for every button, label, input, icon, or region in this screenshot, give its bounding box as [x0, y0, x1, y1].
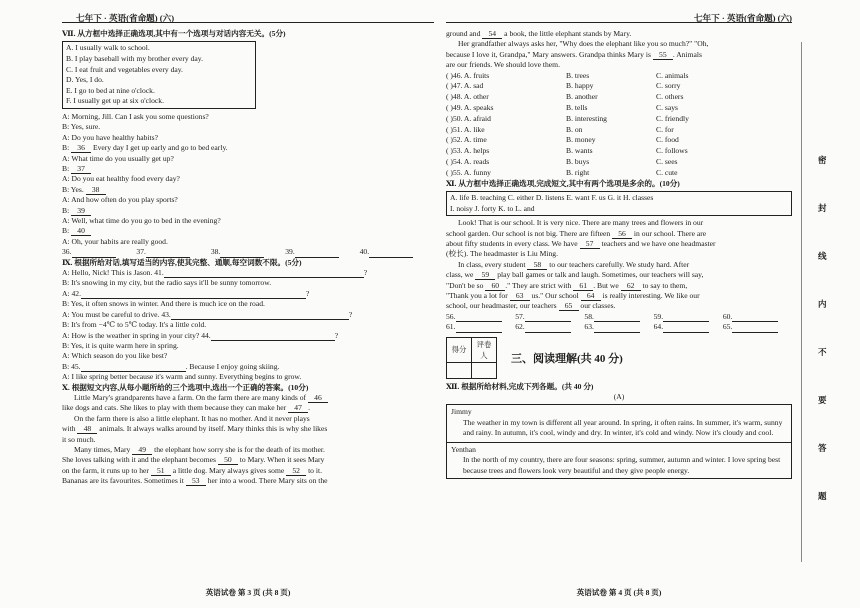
- dialog-line: [62, 351, 434, 361]
- section-8-title: Ⅸ. 根据所给对话,填写适当的内容,使其完整、通顺,每空词数不限。(5分): [62, 257, 302, 267]
- answer-blank: 38: [86, 185, 106, 195]
- answer-line: [525, 313, 571, 322]
- passage-text: animals. It always walks around by itself. Mary thinks this is why she likes: [97, 424, 328, 434]
- choice-c: C. friendly: [656, 113, 689, 123]
- grader-label: 评卷人: [472, 337, 497, 362]
- passage-text: class, we: [446, 270, 476, 280]
- dialog-text: B: 45.: [62, 361, 81, 371]
- dialog-text: B:: [62, 143, 72, 153]
- answer-slot: [654, 322, 723, 332]
- section-7-option-box: [62, 41, 256, 109]
- right-header-title: 七年下 · 英语(省命题) (六): [693, 13, 792, 23]
- passage-text: it so much.: [62, 434, 96, 444]
- reading-section-title: 三、阅读理解(共 40 分): [511, 352, 623, 365]
- dialog-text: B: It's snowing in my city, but the radio says it'll be sunny tomorrow.: [62, 278, 272, 288]
- dialog-line: [62, 341, 434, 351]
- passage-line: [446, 29, 792, 39]
- passage-text: (校长). The headmaster is Liu Ming.: [446, 249, 558, 259]
- answer-blank: 48: [77, 424, 97, 434]
- dialog-line: [62, 206, 434, 216]
- left-page-footer: 英语试卷 第 3 页 (共 8 页): [205, 588, 291, 597]
- dialog-text: ?: [305, 288, 310, 298]
- choice-a: ( )50. A. afraid: [446, 113, 491, 123]
- section-11-answer-row-2: [446, 322, 792, 332]
- seal-line: [801, 42, 802, 562]
- section-11-word-box: [446, 191, 792, 216]
- passage-line: [446, 301, 792, 311]
- answer-number: 57.: [515, 311, 525, 321]
- reading-text-yenthan: In the north of my country, there are four seasons: spring, summer, autumn and winter. I love spring best because trees and flowers look very beautiful and they give people energy.: [463, 455, 781, 475]
- dialog-line: [62, 112, 434, 122]
- answer-slot: [136, 247, 210, 257]
- dialog-line: [62, 289, 434, 299]
- seal-character: 不: [818, 347, 827, 357]
- answer-line: [732, 313, 778, 322]
- choice-b: B. happy: [566, 81, 594, 91]
- section-10-passage-continued: [446, 29, 792, 71]
- choice-b: B. tells: [566, 103, 588, 113]
- answer-blank: 37: [71, 164, 91, 174]
- answer-blank: 60: [485, 281, 505, 291]
- choice-row: [446, 135, 792, 146]
- reading-name-yenthan: Yenthan: [451, 444, 476, 454]
- answer-slot: [654, 312, 723, 322]
- passage-line: [62, 466, 434, 476]
- answer-blank: 62: [621, 281, 641, 291]
- dialog-line: [62, 268, 434, 278]
- passage-text: the elephant how sorry she is for the death of its mother.: [152, 444, 325, 454]
- choice-b: B. right: [566, 167, 590, 177]
- choice-a: ( )48. A. other: [446, 92, 489, 102]
- dialog-text: B: Yes, sure.: [62, 122, 101, 132]
- answer-blank: 55: [653, 50, 673, 60]
- answer-number: 61.: [446, 322, 456, 332]
- dialog-line: [62, 133, 434, 143]
- answer-number: 39.: [285, 247, 295, 257]
- reading-name-jimmy: Jimmy: [451, 407, 472, 417]
- option-item: D. Yes, I do.: [66, 75, 104, 85]
- option-item: A. I usually walk to school.: [66, 43, 150, 53]
- answer-line: [211, 332, 335, 341]
- dialog-text: A: You must be careful to drive. 43.: [62, 309, 171, 319]
- section-8-dialog: [62, 268, 434, 382]
- dialog-line: [62, 122, 434, 132]
- dialog-text: ?: [334, 330, 339, 340]
- dialog-line: [62, 299, 434, 309]
- choice-c: C. sees: [656, 157, 678, 166]
- dialog-text: B: It's from −4℃ to 5℃ today. It's a little cold.: [62, 320, 207, 330]
- word-box-line-2: I. noisy J. forty K. to L. and: [450, 203, 535, 213]
- dialog-text: Every day I get up early and go to bed early.: [91, 143, 228, 153]
- choice-a: ( )52. A. time: [446, 135, 487, 145]
- choice-b: B. on: [566, 124, 583, 134]
- answer-blank: 54: [482, 29, 502, 39]
- section-7-title: Ⅶ. 从方框中选择正确选项,其中有一个选项与对话内容无关。(5分): [62, 29, 286, 38]
- dialog-line: [62, 216, 434, 226]
- passage-line: [62, 445, 434, 455]
- answer-slot: [584, 312, 653, 322]
- section-10-title: Ⅹ. 根据短文内容,从每小题所给的三个选项中,选出一个正确的答案。(10分): [62, 382, 309, 392]
- passage-text: teachers and we have one headmaster: [599, 239, 716, 248]
- dialog-line: [62, 174, 434, 184]
- passage-line: [446, 39, 792, 49]
- dialog-text: A: Do you have healthy habits?: [62, 132, 158, 142]
- seal-character: 要: [818, 395, 827, 405]
- choice-c: C. others: [656, 92, 684, 102]
- seal-character: 线: [818, 251, 827, 261]
- reading-text-box: [446, 404, 792, 478]
- passage-line: [446, 218, 792, 228]
- answer-line: [456, 313, 502, 322]
- answer-slot: [62, 247, 136, 257]
- answer-number: 37.: [136, 247, 146, 257]
- dialog-text: A: Which season do you like best?: [62, 351, 168, 361]
- reading-text-jimmy: The weather in my town is different all year around. In spring, it often rains. In summer, it's warm, sunny and rainy. In autumn, it's cool, windy and dry. In winter, it's cold and windy. Now it's cloudy and cool.: [463, 417, 783, 438]
- answer-line: [295, 249, 339, 258]
- section-11-answer-row-1: [446, 312, 792, 322]
- dialog-text: A: I like spring better because it's warm and sunny. Everything begins to grow.: [62, 372, 302, 382]
- answer-number: 59.: [653, 311, 664, 321]
- choice-a: ( )46. A. fruits: [446, 70, 490, 80]
- passage-text: She loves talking with it and the elephant becomes: [62, 455, 218, 465]
- passage-text: about fifty students in every class. We have: [446, 239, 580, 248]
- answer-line: [81, 363, 186, 372]
- dialog-text: A: 42.: [62, 288, 81, 298]
- passage-line: [62, 435, 434, 445]
- answer-line: [456, 324, 502, 333]
- passage-text: Little Mary's grandparents have a farm. On the farm there are many kinds of: [74, 392, 308, 402]
- word-box-line-1: A. life B. teaching C. either D. listens E. want F. us G. it H. classes: [450, 193, 654, 202]
- passage-text: school, our headmaster, our teachers: [446, 301, 559, 311]
- choice-b: B. wants: [566, 146, 593, 156]
- passage-text: like dogs and cats. She likes to play with them because they can make her: [62, 403, 289, 413]
- choice-c: C. cute: [656, 167, 678, 177]
- choice-b: B. another: [566, 92, 598, 102]
- passage-line: [446, 60, 792, 70]
- dialog-line: [62, 195, 434, 205]
- answer-line: [663, 324, 709, 333]
- answer-number: 64.: [653, 322, 664, 332]
- choice-row: [446, 157, 792, 168]
- passage-text: . Animals: [672, 49, 702, 59]
- answer-line: [525, 324, 571, 333]
- dialog-text: B:: [62, 164, 72, 173]
- right-page-header: [446, 0, 792, 23]
- dialog-text: A: How is the weather in spring in your city? 44.: [62, 330, 211, 340]
- passage-text: Look! That is our school. It is very nice. There are many trees and flowers in our: [458, 218, 704, 228]
- answer-blank: 40: [71, 226, 91, 236]
- answer-blank: 61: [573, 281, 593, 291]
- dialog-line: [62, 185, 434, 195]
- answer-line: [72, 249, 116, 258]
- seal-character: 答: [818, 443, 827, 453]
- dialog-line: [62, 310, 434, 320]
- choice-c: C. follows: [656, 146, 688, 156]
- answer-line: [220, 249, 264, 258]
- dialog-text: A: Do you eat healthy food every day?: [62, 174, 180, 184]
- choice-a: ( )47. A. sad: [446, 81, 484, 91]
- answer-blank: 52: [286, 466, 306, 476]
- seal-line-column: [800, 42, 844, 562]
- choice-row: [446, 103, 792, 114]
- section-7-answer-row: [62, 247, 434, 257]
- dialog-line: [62, 143, 434, 153]
- passage-line: [62, 424, 434, 434]
- answer-blank: 56: [612, 229, 632, 239]
- dialog-line: [62, 362, 434, 372]
- answer-slot: [584, 322, 653, 332]
- passage-text: a little dog. Mary always gives some: [170, 465, 287, 475]
- answer-blank: 63: [510, 291, 530, 301]
- dialog-text: A: Oh, your habits are really good.: [62, 236, 168, 246]
- answer-slot: [515, 312, 584, 322]
- passage-line: [446, 249, 792, 259]
- answer-number: 40.: [359, 247, 370, 257]
- answer-number: 62.: [515, 322, 525, 332]
- dialog-text: B: Yes.: [62, 184, 86, 194]
- answer-slot: [723, 312, 792, 322]
- answer-line: [171, 311, 349, 320]
- dialog-line: [62, 372, 434, 382]
- dialog-text: B: Yes, it often snows in winter. And there is much ice on the road.: [62, 299, 265, 309]
- choice-a: ( )51. A. like: [446, 124, 485, 134]
- choice-row: [446, 168, 792, 179]
- passage-line: [446, 239, 792, 249]
- answer-number: 63.: [584, 322, 594, 332]
- passage-text: with: [62, 424, 78, 434]
- right-page: [446, 0, 792, 608]
- passage-text: Many times, Mary: [74, 444, 133, 454]
- passage-line: [446, 291, 792, 301]
- passage-text: to say to them,: [640, 280, 688, 290]
- passage-text: .: [308, 403, 310, 413]
- right-page-footer: 英语试卷 第 4 页 (共 8 页): [576, 588, 662, 597]
- passage-text: "Thank you a lot for: [446, 291, 510, 301]
- section-11-passage: [446, 218, 792, 312]
- choice-row: [446, 114, 792, 125]
- grader-cell: [472, 362, 497, 378]
- choice-row: [446, 81, 792, 92]
- passage-line: [446, 229, 792, 239]
- passage-text: a book, the little elephant stands by Mary.: [502, 29, 632, 38]
- answer-slot: [723, 322, 792, 332]
- reading-header: [446, 337, 792, 379]
- answer-blank: 65: [559, 301, 579, 311]
- choice-row: [446, 125, 792, 136]
- answer-blank: 64: [581, 291, 601, 301]
- answer-blank: 36: [71, 143, 91, 153]
- answer-blank: 59: [475, 270, 495, 280]
- passage-text: to our teachers carefully. We study hard. After: [547, 259, 690, 269]
- dialog-text: B:: [62, 226, 72, 236]
- left-page: [62, 0, 434, 608]
- dialog-text: ?: [363, 268, 368, 278]
- option-item: C. I eat fruit and vegetables every day.: [66, 64, 183, 74]
- answer-line: [663, 313, 709, 322]
- passage-line: [62, 455, 434, 465]
- passage-line: [62, 414, 434, 424]
- answer-slot: [515, 322, 584, 332]
- section-11-title: Ⅺ. 从方框中选择正确选项,完成短文,其中有两个选项是多余的。(10分): [446, 178, 680, 188]
- answer-blank: 39: [71, 206, 91, 216]
- passage-line: [62, 403, 434, 413]
- answer-number: 38.: [210, 247, 221, 257]
- answer-line: [594, 313, 640, 322]
- dialog-text: A: Hello, Nick! This is Jason. 41.: [62, 268, 164, 278]
- choice-row: [446, 71, 792, 82]
- passage-text: "Don't be so: [446, 280, 486, 290]
- answer-blank: 58: [527, 260, 547, 270]
- choice-a: ( )53. A. helps: [446, 146, 490, 156]
- choice-row: [446, 92, 792, 103]
- answer-number: 36.: [62, 247, 72, 257]
- dialog-text: A: And how often do you play sports?: [62, 195, 178, 205]
- passage-text: because I love it, Grandpa," Mary answers. Grandpa thinks Mary is: [446, 49, 653, 59]
- passage-text: In class, every student: [458, 259, 528, 269]
- answer-number: 58.: [584, 311, 594, 321]
- passage-text: is really interesting. We like our: [600, 291, 700, 301]
- choice-c: C. food: [656, 135, 679, 145]
- passage-line: [62, 476, 434, 486]
- passage-line: [446, 270, 792, 280]
- score-table: [446, 337, 497, 379]
- dialog-text: B:: [62, 205, 72, 215]
- passage-line: [446, 260, 792, 270]
- passage-text: . But we: [593, 280, 621, 290]
- seal-character: 封: [818, 203, 827, 213]
- option-item: E. I go to bed at nine o'clock.: [66, 85, 155, 95]
- choice-a: ( )49. A. speaks: [446, 103, 494, 113]
- choice-a: ( )54. A. reads: [446, 157, 490, 166]
- section-10-choices: [446, 71, 792, 179]
- score-cell: [447, 362, 472, 378]
- section-12-title: Ⅻ. 根据所给材料,完成下列各题。(共 40 分): [446, 381, 594, 391]
- passage-text: her into a wood. There Mary sits on the: [205, 476, 328, 486]
- dialog-text: ?: [348, 309, 353, 319]
- dialog-text: B: Yes, it is quite warm here in spring.: [62, 340, 179, 350]
- answer-blank: 49: [132, 445, 152, 455]
- choice-c: C. sorry: [656, 81, 681, 91]
- answer-blank: 53: [186, 476, 206, 486]
- passage-text: Her grandfather always asks her, "Why does the elephant like you so much?" "Oh,: [458, 39, 709, 49]
- answer-line: [146, 249, 190, 258]
- option-item: B. I play baseball with my brother every day.: [66, 54, 203, 63]
- passage-line: [446, 50, 792, 60]
- seal-character: 内: [818, 299, 827, 309]
- answer-blank: 50: [218, 455, 238, 465]
- answer-number: 56.: [446, 311, 456, 321]
- dialog-line: [62, 226, 434, 236]
- passage-text: Bananas are its favourites. Sometimes it: [62, 476, 186, 486]
- choice-row: [446, 146, 792, 157]
- dialog-text: A: What time do you usually get up?: [62, 153, 174, 163]
- score-label: 得分: [447, 337, 472, 362]
- answer-line: [369, 249, 413, 258]
- choice-c: C. says: [656, 103, 678, 113]
- answer-number: 65.: [722, 322, 733, 332]
- answer-blank: 57: [580, 239, 600, 249]
- passage-text: On the farm there is also a little elephant. It has no mother. And it never plays: [74, 413, 310, 423]
- dialog-text: A: Morning, Jill. Can I ask you some questions?: [62, 111, 209, 121]
- left-page-header: [62, 0, 434, 23]
- dialog-line: [62, 154, 434, 164]
- answer-slot: [446, 312, 515, 322]
- left-header-title: 七年下 · 英语(省命题) (六): [76, 13, 175, 23]
- dialog-line: [62, 164, 434, 174]
- answer-line: [164, 269, 364, 278]
- answer-blank: 47: [288, 403, 308, 413]
- passage-text: school garden. Our school is not big. There are fifteen: [446, 228, 613, 238]
- passage-text: on the farm, it runs up to her: [62, 465, 151, 475]
- choice-b: B. buys: [566, 157, 590, 166]
- passage-text: in our school. There are: [632, 228, 707, 238]
- passage-text: ." They are strict with: [505, 280, 574, 290]
- seal-character: 题: [818, 491, 827, 501]
- choice-b: B. interesting: [566, 113, 607, 123]
- passage-text: our classes.: [578, 301, 616, 311]
- passage-text: us." Our school: [529, 291, 581, 301]
- answer-slot: [285, 247, 359, 257]
- section-7-dialog: [62, 112, 434, 247]
- choice-c: C. for: [656, 124, 674, 134]
- choice-a: ( )55. A. funny: [446, 167, 491, 177]
- passage-text: to Mary. When it sees Mary: [237, 455, 325, 465]
- dialog-line: [62, 331, 434, 341]
- dialog-text: . Because I enjoy going skiing.: [185, 361, 280, 371]
- answer-slot: [211, 247, 285, 257]
- answer-number: 60.: [722, 311, 733, 321]
- answer-slot: [360, 247, 434, 257]
- answer-blank: 51: [151, 466, 171, 476]
- passage-line: [62, 393, 434, 403]
- dialog-line: [62, 278, 434, 288]
- passage-line: [446, 281, 792, 291]
- choice-c: C. animals: [656, 70, 689, 80]
- answer-blank: 46: [308, 393, 328, 403]
- dialog-line: [62, 320, 434, 330]
- answer-line: [81, 290, 306, 299]
- section-10-passage: [62, 393, 434, 487]
- choice-b: B. money: [566, 135, 596, 145]
- choice-b: B. trees: [566, 70, 590, 80]
- passage-text: to it.: [306, 465, 322, 475]
- section-12-subtitle: (A): [613, 392, 625, 402]
- answer-slot: [446, 322, 515, 332]
- seal-character: 密: [818, 155, 827, 165]
- dialog-text: A: Well, what time do you go to bed in the evening?: [62, 216, 221, 226]
- answer-line: [732, 324, 778, 333]
- option-item: F. I usually get up at six o'clock.: [66, 96, 164, 106]
- dialog-line: [62, 237, 434, 247]
- answer-line: [594, 324, 640, 333]
- passage-text: ground and: [446, 29, 483, 38]
- passage-text: are our friends. We should love them.: [446, 60, 560, 70]
- passage-text: play ball games or talk and laugh. Sometimes, our teachers will say,: [495, 270, 704, 280]
